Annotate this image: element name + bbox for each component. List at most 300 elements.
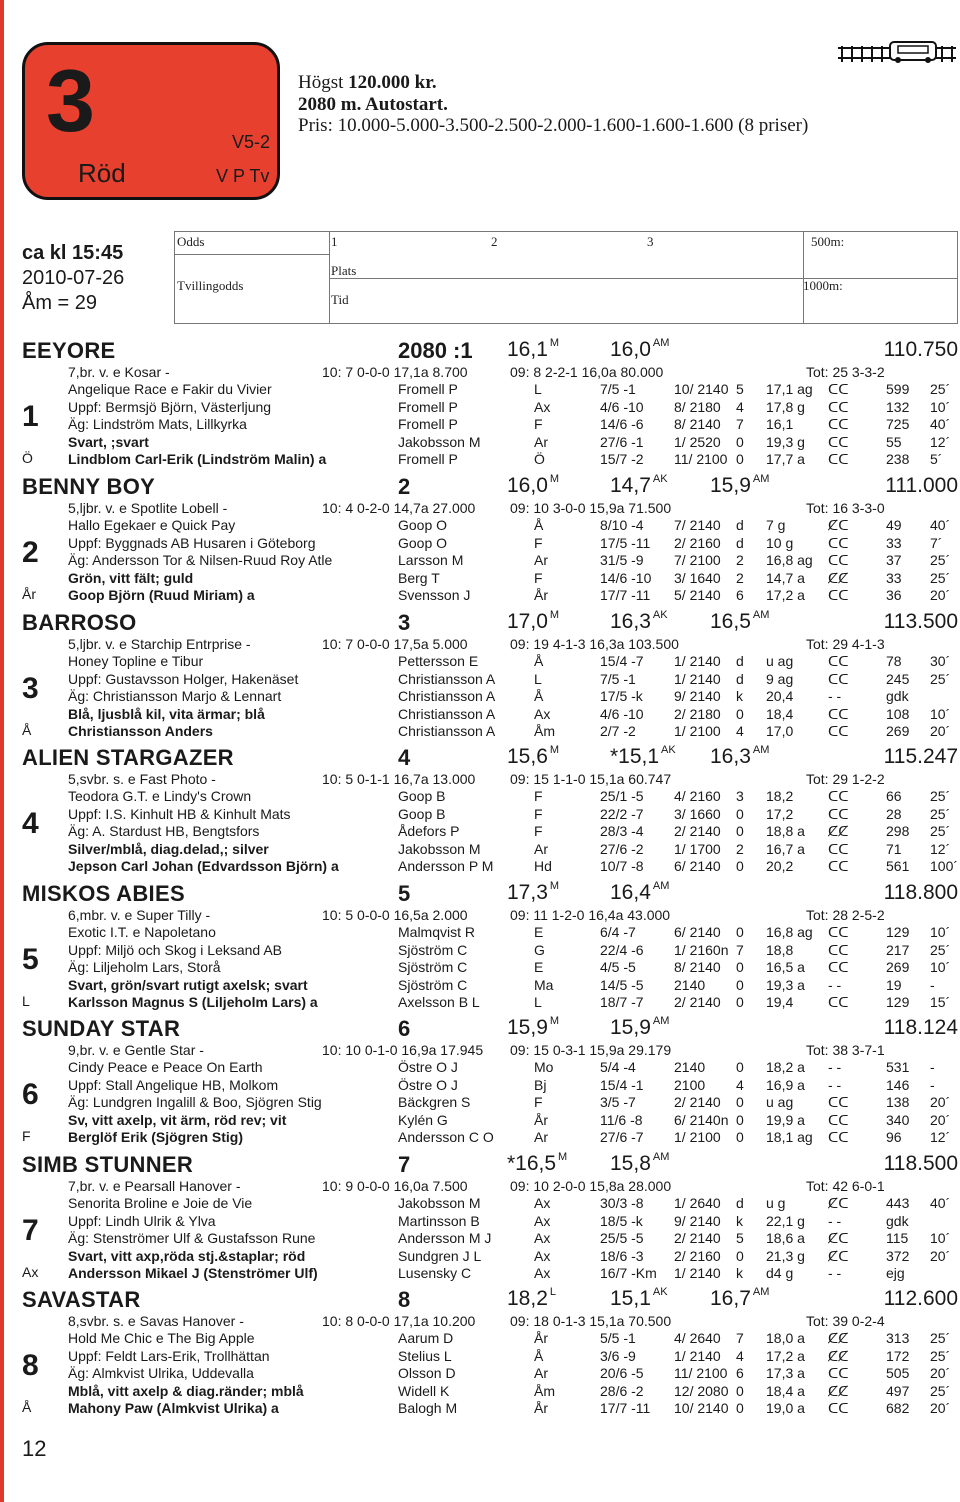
start-cell: 298 bbox=[886, 823, 910, 840]
race-date: 2010-07-26 bbox=[22, 267, 125, 289]
start-cell: 443 bbox=[886, 1195, 910, 1212]
start-cell: 0 bbox=[736, 1400, 744, 1416]
start-cell: 36 bbox=[886, 587, 902, 603]
start-cell: 15/7 -2 bbox=[600, 451, 644, 467]
start-cell: 6/ 2140 bbox=[674, 924, 721, 941]
start-row bbox=[22, 1400, 958, 1417]
start-cell: 78 bbox=[886, 653, 902, 670]
start-cell: 3 bbox=[736, 788, 744, 805]
start-cell: Christiansson A bbox=[398, 705, 496, 722]
start-cell: 340 bbox=[886, 1111, 910, 1128]
start-cell: Å bbox=[534, 517, 544, 534]
start-cell: Christiansson A bbox=[398, 723, 496, 739]
start-cell: Uppf: Bermsjö Björn, Västerljung bbox=[68, 398, 272, 415]
start-cell: 2/ 2140 bbox=[674, 1094, 721, 1111]
record-value: 16,3 bbox=[710, 745, 751, 768]
start-cell: 129 bbox=[886, 994, 910, 1010]
start-cell: E bbox=[534, 959, 544, 976]
start-cell: 10´ bbox=[930, 959, 951, 976]
start-cell: Martinsson B bbox=[398, 1212, 480, 1229]
start-cell: 18,0 a bbox=[766, 1330, 805, 1347]
start-row bbox=[22, 806, 958, 823]
start-cell: Lindblom Carl-Erik (Lindström Malin) a bbox=[68, 451, 327, 467]
start-cell: 10´ bbox=[930, 398, 951, 415]
start-cell: 16,5 a bbox=[766, 959, 805, 976]
horse-name: SUNDAY STAR bbox=[22, 1016, 181, 1041]
horse-entry bbox=[22, 881, 958, 1011]
start-cell: F bbox=[534, 416, 543, 433]
total-earnings: 112.600 bbox=[883, 1287, 958, 1310]
start-cell: ᑕᑕ bbox=[828, 805, 849, 822]
record-r2 bbox=[610, 1152, 669, 1176]
record-r1 bbox=[507, 881, 559, 905]
start-cell: År bbox=[534, 1330, 548, 1347]
start-cell: 33 bbox=[886, 569, 902, 586]
start-cell: 5/ 2140 bbox=[674, 587, 721, 603]
start-cell: k bbox=[736, 1265, 743, 1281]
record-cell: 09: 11 1-2-0 16,4a 43.000 bbox=[510, 907, 671, 923]
start-cell: Bj bbox=[534, 1076, 547, 1093]
shoe-info: Å bbox=[22, 722, 32, 738]
start-cell: Äg: Christiansson Marjo & Lennart bbox=[68, 688, 282, 705]
start-cell: Hd bbox=[534, 858, 552, 874]
record-r3 bbox=[710, 474, 769, 498]
record-row bbox=[22, 636, 958, 653]
start-cell: Sv, vitt axelp, vit ärm, röd rev; vit bbox=[68, 1111, 287, 1128]
race-header bbox=[298, 72, 808, 137]
start-cell: 1/ 2160n bbox=[674, 941, 729, 958]
start-cell: 17/7 -11 bbox=[600, 1400, 651, 1416]
odds-label: Odds bbox=[177, 234, 205, 249]
horse-entry bbox=[22, 474, 958, 604]
start-cell: Silver/mblå, diag.delad,; silver bbox=[68, 840, 269, 857]
start-cell: - - bbox=[828, 976, 842, 993]
start-row bbox=[22, 1077, 958, 1094]
start-row bbox=[22, 381, 958, 398]
start-cell: Äg: Almkvist Ulrika, Uddevalla bbox=[68, 1365, 254, 1382]
start-cell: 1/ 2520 bbox=[674, 433, 721, 450]
start-cell: Aarum D bbox=[398, 1330, 454, 1347]
start-cell: 16/7 -Km bbox=[600, 1265, 657, 1281]
start-cell: Senorita Broline e Joie de Vie bbox=[68, 1195, 253, 1212]
start-cell: 14/6 -10 bbox=[600, 569, 652, 586]
start-cell: 108 bbox=[886, 705, 910, 722]
record-type: AM bbox=[752, 1286, 770, 1298]
record-cell: 10: 9 0-0-0 16,0a 7.500 bbox=[322, 1178, 468, 1194]
start-cell: F bbox=[534, 569, 543, 586]
start-cell: Ådefors P bbox=[398, 823, 460, 840]
start-cell: Uppf: Feldt Lars-Erik, Trollhättan bbox=[68, 1347, 270, 1364]
start-cell: 25´ bbox=[930, 670, 951, 687]
start-cell: ᑕᑕ bbox=[828, 398, 849, 415]
start-cell: ᑕᑕ bbox=[828, 534, 849, 551]
start-cell: 245 bbox=[886, 670, 910, 687]
total-earnings: 118.500 bbox=[883, 1152, 958, 1175]
start-cell: ᑕᑕ bbox=[828, 1365, 849, 1382]
start-cell: Kylén G bbox=[398, 1111, 448, 1128]
start-cell: Ar bbox=[534, 1129, 548, 1145]
start-cell: 17,2 bbox=[766, 805, 794, 822]
start-cell: 2140 bbox=[674, 976, 706, 993]
total-earnings: 111.000 bbox=[885, 474, 958, 497]
start-cell: 20/6 -5 bbox=[600, 1365, 644, 1382]
start-cell: 49 bbox=[886, 517, 902, 534]
start-cell: ᑕᑕ bbox=[828, 416, 849, 433]
start-cell: k bbox=[736, 688, 743, 705]
start-cell: - - bbox=[828, 1059, 842, 1076]
record-r3 bbox=[710, 745, 769, 769]
start-cell: 18/7 -7 bbox=[600, 994, 644, 1010]
start-cell: Honey Topline e Tibur bbox=[68, 653, 204, 670]
start-time: ca kl 15:45 bbox=[22, 242, 124, 264]
start-cell: ᑕ̸ᑕ̸ bbox=[828, 1347, 849, 1364]
horse-name: MISKOS ABIES bbox=[22, 881, 185, 906]
start-cell: 25´ bbox=[930, 1330, 951, 1347]
start-position: 8 bbox=[398, 1287, 411, 1312]
start-cell: Uppf: Byggnads AB Husaren i Göteborg bbox=[68, 534, 316, 551]
start-cell: 18,6 a bbox=[766, 1230, 805, 1247]
start-cell: Goop Björn (Ruud Miriam) a bbox=[68, 587, 255, 603]
start-cell: 2140 bbox=[674, 1059, 706, 1076]
record-r3 bbox=[710, 610, 769, 634]
start-cell: 5 bbox=[736, 1230, 744, 1247]
start-cell: 27/6 -7 bbox=[600, 1129, 644, 1145]
record-cell: 09: 10 3-0-0 15,9a 71.500 bbox=[510, 500, 672, 516]
record-type: M bbox=[549, 744, 560, 756]
horse-name: SIMB STUNNER bbox=[22, 1152, 194, 1177]
start-cell: Goop O bbox=[398, 517, 448, 534]
start-cell: 30´ bbox=[930, 653, 951, 670]
record-cell: Tot: 29 4-1-3 bbox=[806, 636, 885, 652]
start-cell: 0 bbox=[736, 1129, 744, 1145]
start-cell: Berg T bbox=[398, 569, 440, 586]
record-r1 bbox=[507, 1016, 559, 1040]
start-cell: Bäckgren S bbox=[398, 1094, 471, 1111]
record-type: M bbox=[549, 609, 560, 621]
start-cell: Axelsson B L bbox=[398, 994, 480, 1010]
record-cell: 09: 15 1-1-0 15,1a 60.747 bbox=[510, 771, 672, 787]
start-cell: Goop B bbox=[398, 788, 446, 805]
start-cell: 12/ 2080 bbox=[674, 1382, 729, 1399]
start-cell: Fromell P bbox=[398, 416, 458, 433]
start-cell: 0 bbox=[736, 451, 744, 467]
record-cell: 9,br. v. e Gentle Star - bbox=[68, 1042, 204, 1058]
start-cell: 6 bbox=[736, 587, 744, 603]
start-cell: 6/ 2140n bbox=[674, 1111, 729, 1128]
start-cell: Åm bbox=[534, 1382, 555, 1399]
start-cell: 1/ 2640 bbox=[674, 1195, 721, 1212]
start-cell: 18,8 a bbox=[766, 823, 805, 840]
odds-table bbox=[174, 231, 958, 324]
start-cell: 7/ 2140 bbox=[674, 517, 721, 534]
total-earnings: 110.750 bbox=[883, 338, 958, 361]
start-cell: 0 bbox=[736, 823, 744, 840]
start-cell: 8/ 2180 bbox=[674, 398, 721, 415]
start-row bbox=[22, 570, 958, 587]
start-cell: Å bbox=[534, 653, 544, 670]
post-number: 2 bbox=[22, 536, 39, 569]
start-cell: ᑕ̸ᑕ̸ bbox=[828, 569, 849, 586]
start-cell: 5/5 -1 bbox=[600, 1330, 636, 1347]
start-cell: 17,8 g bbox=[766, 398, 805, 415]
record-type: AM bbox=[752, 609, 770, 621]
start-cell: F bbox=[534, 805, 543, 822]
start-cell: Uppf: I.S. Kinhult HB & Kinhult Mats bbox=[68, 805, 291, 822]
start-cell: Ö bbox=[534, 451, 545, 467]
start-cell: ᑕᑕ bbox=[828, 381, 849, 398]
post-number: 3 bbox=[22, 672, 39, 705]
start-cell: 3/ 1660 bbox=[674, 805, 721, 822]
start-cell: Jepson Carl Johan (Edvardsson Björn) a bbox=[68, 858, 339, 874]
start-cell: L bbox=[534, 670, 542, 687]
start-row bbox=[22, 1365, 958, 1382]
start-cell: År bbox=[534, 1111, 548, 1128]
start-cell: 11/6 -8 bbox=[600, 1111, 643, 1128]
start-cell: 25/1 -5 bbox=[600, 788, 644, 805]
start-cell: 115 bbox=[886, 1230, 909, 1247]
start-cell: ᑕ̸ᑕ bbox=[828, 1230, 849, 1247]
record-type: AM bbox=[752, 744, 770, 756]
start-cell: 8/ 2140 bbox=[674, 416, 721, 433]
start-cell: 25´ bbox=[930, 823, 951, 840]
record-value: 17,0 bbox=[507, 610, 548, 633]
start-cell: 20´ bbox=[930, 1111, 951, 1128]
horse-entry bbox=[22, 745, 958, 875]
start-cell: 11/ 2100 bbox=[674, 1365, 728, 1382]
start-cell: Hold Me Chic e The Big Apple bbox=[68, 1330, 255, 1347]
record-row bbox=[22, 364, 958, 381]
start-cell: 2/ 2160 bbox=[674, 1247, 721, 1264]
start-cell: ᑕᑕ bbox=[828, 670, 849, 687]
start-cell: Widell K bbox=[398, 1382, 450, 1399]
record-cell: 09: 15 0-3-1 15,9a 29.179 bbox=[510, 1042, 672, 1058]
start-cell: ᑕ̸ᑕ̸ bbox=[828, 823, 849, 840]
start-cell: ᑕᑕ bbox=[828, 788, 849, 805]
distance-start: 2080 m. Autostart. bbox=[298, 93, 448, 115]
start-cell: 20´ bbox=[930, 1365, 951, 1382]
start-cell: 22/2 -7 bbox=[600, 805, 644, 822]
record-cell: Tot: 28 2-5-2 bbox=[806, 907, 885, 923]
start-cell: 1/ 2100 bbox=[674, 723, 721, 739]
record-row bbox=[22, 1313, 958, 1330]
start-cell: ᑕᑕ bbox=[828, 653, 849, 670]
start-row bbox=[22, 416, 958, 433]
start-cell: Cindy Peace e Peace On Earth bbox=[68, 1059, 263, 1076]
page-edge-stripe bbox=[0, 0, 4, 1502]
col-1-label: 1 bbox=[331, 234, 338, 249]
start-cell: 66 bbox=[886, 788, 902, 805]
start-cell: - bbox=[930, 1076, 935, 1093]
start-cell: u ag bbox=[766, 653, 794, 670]
record-value: 17,3 bbox=[507, 881, 548, 904]
start-cell: 2 bbox=[736, 552, 744, 569]
start-cell: 19,3 a bbox=[766, 976, 805, 993]
race-number: 3 bbox=[46, 51, 93, 150]
start-cell: 2 bbox=[736, 840, 744, 857]
start-cell: 6 bbox=[736, 1365, 744, 1382]
record-r1 bbox=[507, 1152, 567, 1176]
start-cell: ᑕᑕ bbox=[828, 941, 849, 958]
record-r1 bbox=[507, 338, 559, 362]
start-cell: Ax bbox=[534, 705, 551, 722]
start-cell: Äg: Lindström Mats, Lillkyrka bbox=[68, 416, 247, 433]
start-row bbox=[22, 1129, 958, 1146]
start-cell: 1/ 2140 bbox=[674, 670, 721, 687]
record-cell: Tot: 25 3-3-2 bbox=[806, 364, 885, 380]
start-cell: 18,8 bbox=[766, 941, 794, 958]
start-cell: 21,3 g bbox=[766, 1247, 805, 1264]
start-row bbox=[22, 535, 958, 552]
start-row bbox=[22, 788, 958, 805]
record-type: AK bbox=[652, 609, 668, 621]
start-cell: 16,9 a bbox=[766, 1076, 805, 1093]
shoe-info: L bbox=[22, 993, 30, 1009]
record-row bbox=[22, 771, 958, 788]
start-cell: Äg: Andersson Tor & Nilsen-Ruud Roy Atle bbox=[68, 552, 333, 569]
start-position: 6 bbox=[398, 1016, 411, 1041]
start-cell: 18/6 -3 bbox=[600, 1247, 644, 1264]
start-cell: Blå, ljusblå kil, vita ärmar; blå bbox=[68, 705, 265, 722]
record-r2 bbox=[610, 610, 668, 634]
start-cell: 4/ 2160 bbox=[674, 788, 721, 805]
start-cell: 129 bbox=[886, 924, 910, 941]
start-cell: 7/ 2100 bbox=[674, 552, 721, 569]
record-value: 16,5 bbox=[710, 610, 751, 633]
record-r2 bbox=[610, 1287, 668, 1311]
record-r3 bbox=[710, 881, 712, 905]
start-row bbox=[22, 1094, 958, 1111]
start-cell: 12´ bbox=[930, 840, 951, 857]
start-cell: 12´ bbox=[930, 1129, 951, 1145]
start-cell: Balogh M bbox=[398, 1400, 458, 1416]
start-row bbox=[22, 1383, 958, 1400]
total-earnings: 118.124 bbox=[883, 1016, 958, 1039]
record-cell: 5,ljbr. v. e Spotlite Lobell - bbox=[68, 500, 228, 516]
start-cell: Äg: Stenströmer Ulf & Gustafsson Rune bbox=[68, 1230, 316, 1247]
start-row bbox=[22, 1112, 958, 1129]
start-row bbox=[22, 823, 958, 840]
start-cell: Teodora G.T. e Lindy's Crown bbox=[68, 788, 252, 805]
start-cell: Äg: A. Stardust HB, Bengtsfors bbox=[68, 823, 260, 840]
start-cell: F bbox=[534, 788, 543, 805]
col-3-label: 3 bbox=[647, 234, 654, 249]
start-cell: 10/7 -8 bbox=[600, 858, 644, 874]
start-cell: ᑕ̸ᑕ̸ bbox=[828, 1330, 849, 1347]
start-cell: 31/5 -9 bbox=[600, 552, 644, 569]
start-cell: 3/ 1640 bbox=[674, 569, 721, 586]
start-cell: 0 bbox=[736, 705, 744, 722]
record-cell: Tot: 39 0-2-4 bbox=[806, 1313, 885, 1329]
start-cell: 18,2 bbox=[766, 788, 794, 805]
horse-name: EEYORE bbox=[22, 338, 116, 363]
start-cell: ᑕ̸ᑕ bbox=[828, 1247, 849, 1264]
record-type: M bbox=[549, 880, 560, 892]
start-cell: Uppf: Gustavsson Holger, Hakenäset bbox=[68, 670, 299, 687]
start-cell: 9/ 2140 bbox=[674, 1212, 721, 1229]
post-number: 6 bbox=[22, 1078, 39, 1111]
start-cell: 20´ bbox=[930, 1400, 951, 1416]
record-value: 15,1 bbox=[610, 1287, 651, 1310]
record-cell: 09: 10 2-0-0 15,8a 28.000 bbox=[510, 1178, 672, 1194]
record-value: 16,4 bbox=[610, 881, 651, 904]
start-cell: 561 bbox=[886, 858, 910, 874]
start-row bbox=[22, 451, 958, 468]
start-row bbox=[22, 977, 958, 994]
start-cell: Andersson Mikael J (Stenströmer Ulf) bbox=[68, 1265, 318, 1281]
record-cell: 10: 4 0-2-0 14,7a 27.000 bbox=[322, 500, 476, 516]
start-cell: 0 bbox=[736, 805, 744, 822]
total-earnings: 113.500 bbox=[883, 610, 958, 633]
record-r1 bbox=[507, 474, 559, 498]
start-row bbox=[22, 1059, 958, 1076]
start-cell: Ax bbox=[534, 1230, 551, 1247]
start-cell: 71 bbox=[886, 840, 902, 857]
start-cell: 12´ bbox=[930, 433, 951, 450]
start-cell: 25´ bbox=[930, 788, 951, 805]
start-cell: 725 bbox=[886, 416, 910, 433]
start-cell: 1/ 2140 bbox=[674, 1265, 721, 1281]
start-cell: 2/7 -2 bbox=[600, 723, 636, 739]
shoe-info: Ö bbox=[22, 450, 33, 466]
record-value: *16,5 bbox=[507, 1152, 557, 1175]
start-cell: ᑕᑕ bbox=[828, 1094, 849, 1111]
start-cell: 17,2 a bbox=[766, 1347, 805, 1364]
record-value: 18,2 bbox=[507, 1287, 548, 1310]
start-cell: 17/5 -k bbox=[600, 688, 643, 705]
start-row bbox=[22, 1195, 958, 1212]
start-cell: 17/5 -11 bbox=[600, 534, 651, 551]
top-prize-label: Högst bbox=[298, 72, 344, 93]
start-cell: 2/ 2140 bbox=[674, 994, 721, 1010]
start-cell: 172 bbox=[886, 1347, 910, 1364]
record-type: AM bbox=[652, 337, 670, 349]
start-cell: 0 bbox=[736, 1059, 744, 1076]
start-cell: Å bbox=[534, 688, 544, 705]
start-cell: 17,0 bbox=[766, 723, 794, 739]
start-cell: Svart, vitt axp,röda stj.&staplar; röd bbox=[68, 1247, 306, 1264]
start-row bbox=[22, 942, 958, 959]
start-cell: 505 bbox=[886, 1365, 910, 1382]
start-cell: 531 bbox=[886, 1059, 910, 1076]
start-cell: 22,1 g bbox=[766, 1212, 805, 1229]
start-cell: Stelius L bbox=[398, 1347, 452, 1364]
start-cell: u ag bbox=[766, 1094, 794, 1111]
twin-odds-label: Tvillingodds bbox=[177, 278, 244, 293]
start-cell: ᑕ̸ᑕ bbox=[828, 1195, 849, 1212]
start-cell: 22/4 -6 bbox=[600, 941, 644, 958]
start-cell: 3/6 -9 bbox=[600, 1347, 636, 1364]
start-cell: Exotic I.T. e Napoletano bbox=[68, 924, 216, 941]
start-cell: 100´ bbox=[930, 858, 959, 874]
start-cell: Fromell P bbox=[398, 381, 458, 398]
start-cell: 27/6 -2 bbox=[600, 840, 644, 857]
start-cell: Lusensky C bbox=[398, 1265, 472, 1281]
game-types: V P Tv bbox=[216, 166, 270, 186]
start-row bbox=[22, 1348, 958, 1365]
start-row bbox=[22, 841, 958, 858]
start-cell: L bbox=[534, 381, 542, 398]
start-cell: Goop B bbox=[398, 805, 446, 822]
start-cell: Svart, ;svart bbox=[68, 433, 149, 450]
horse-name: BENNY BOY bbox=[22, 474, 156, 499]
start-cell: 28/3 -4 bbox=[600, 823, 644, 840]
start-cell: 14/5 -5 bbox=[600, 976, 644, 993]
record-r1 bbox=[507, 1287, 556, 1311]
start-cell: Fromell P bbox=[398, 451, 458, 467]
start-cell: 4/ 2640 bbox=[674, 1330, 721, 1347]
start-cell: Andersson P M bbox=[398, 858, 494, 874]
record-type: L bbox=[549, 1286, 556, 1298]
